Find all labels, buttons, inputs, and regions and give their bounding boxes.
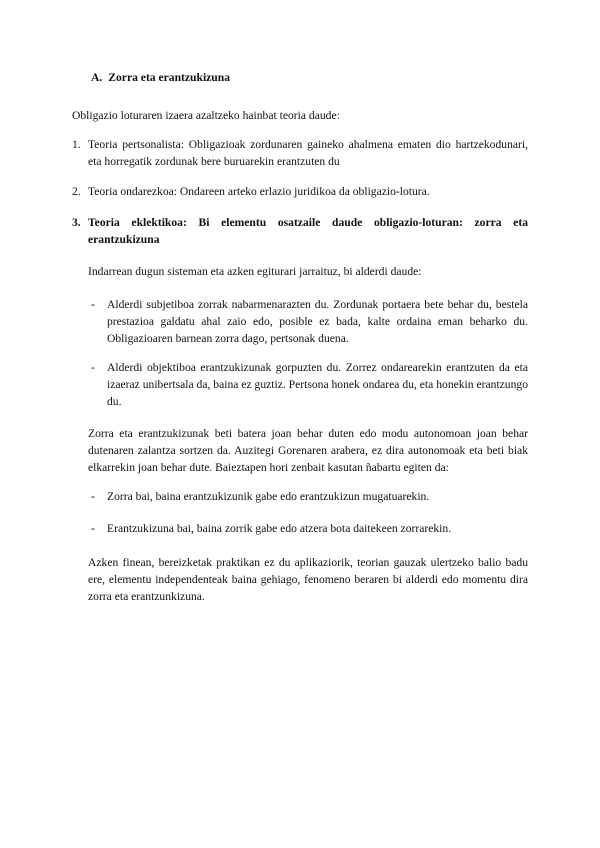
theory-text: Teoria pertsonalista: Obligazioak zordunaren gaineko ahalmena ematen dio hartzekodunari, eta horregatik zordunak bere buruarekin erantzuten du <box>88 138 528 168</box>
bullet-text: Zorra bai, baina erantzukizunik gabe edo erantzukizun mugatuarekin. <box>107 490 430 503</box>
bullet-dash: - <box>91 522 95 535</box>
section-title: Zorra eta erantzukizuna <box>108 71 230 84</box>
theory-item-3 <box>72 214 528 248</box>
bullet-text: Erantzukizuna bai, baina zorrik gabe edo atzera bota daitekeen zorrarekin. <box>107 522 452 535</box>
intro-paragraph: Obligazio loturaren izaera azaltzeko hainbat teoria daude: <box>72 109 340 122</box>
paragraph-autonomy: Zorra eta erantzukizunak beti batera joan behar duten edo modu autonomoan joan behar dutenaren zalantza sortzen da. Auzitegi Gorenaren arabera, ez dira autonomoak eta beti biak elkarrekin joan behar dute. Baieztapen hori zenbait kasutan ñabartu egiten da: <box>88 427 528 474</box>
theory-text: Teoria eklektikoa: Bi elementu osatzaile daude obligazio-loturan: zorra eta erantzukizuna <box>88 216 528 246</box>
bullet-liability-without-debt <box>91 520 528 537</box>
bullet-objective <box>91 359 528 410</box>
theory-item-2 <box>72 183 528 200</box>
theory-number: 2. <box>72 185 81 198</box>
bullet-debt-without-liability <box>91 488 528 505</box>
theory-number: 3. <box>72 216 81 229</box>
section-heading <box>91 69 230 86</box>
theory-item-1 <box>72 136 528 170</box>
section-letter: A. <box>91 71 103 84</box>
bullet-text: Alderdi subjetiboa zorrak nabarmenarazten du. Zordunak portaera bete behar du, bestela prestazioa galdatu ahal zaio edo, posible ez bada, kalte ordaina eman beharko du. Obligazioaren barnean zorra dago, pertsonak duena. <box>107 298 528 345</box>
theory-text: Teoria ondarezkoa: Ondareen arteko erlazio juridikoa da obligazio-lotura. <box>88 185 430 198</box>
paragraph-two-aspects: Indarrean dugun sisteman eta azken egiturari jarraituz, bi alderdi daude: <box>88 265 422 278</box>
theory-number: 1. <box>72 138 81 151</box>
bullet-dash: - <box>91 490 95 503</box>
paragraph-conclusion: Azken finean, bereizketak praktikan ez du aplikaziorik, teorian gauzak ulertzeko balio badu ere, elementu independenteak baina gehiago, fenomeno beraren bi alderdi edo momentu dira zorra eta erantzunkizuna. <box>88 556 528 603</box>
bullet-dash: - <box>91 361 95 374</box>
bullet-dash: - <box>91 298 95 311</box>
bullet-subjective <box>91 296 528 347</box>
bullet-text: Alderdi objektiboa erantzukizunak gorpuzten du. Zorrez ondarearekin erantzuten da eta izaeraz unibertsala da, baina ez guztiz. Pertsona honek ondarea du, eta honekin erantzungo du. <box>107 361 528 408</box>
